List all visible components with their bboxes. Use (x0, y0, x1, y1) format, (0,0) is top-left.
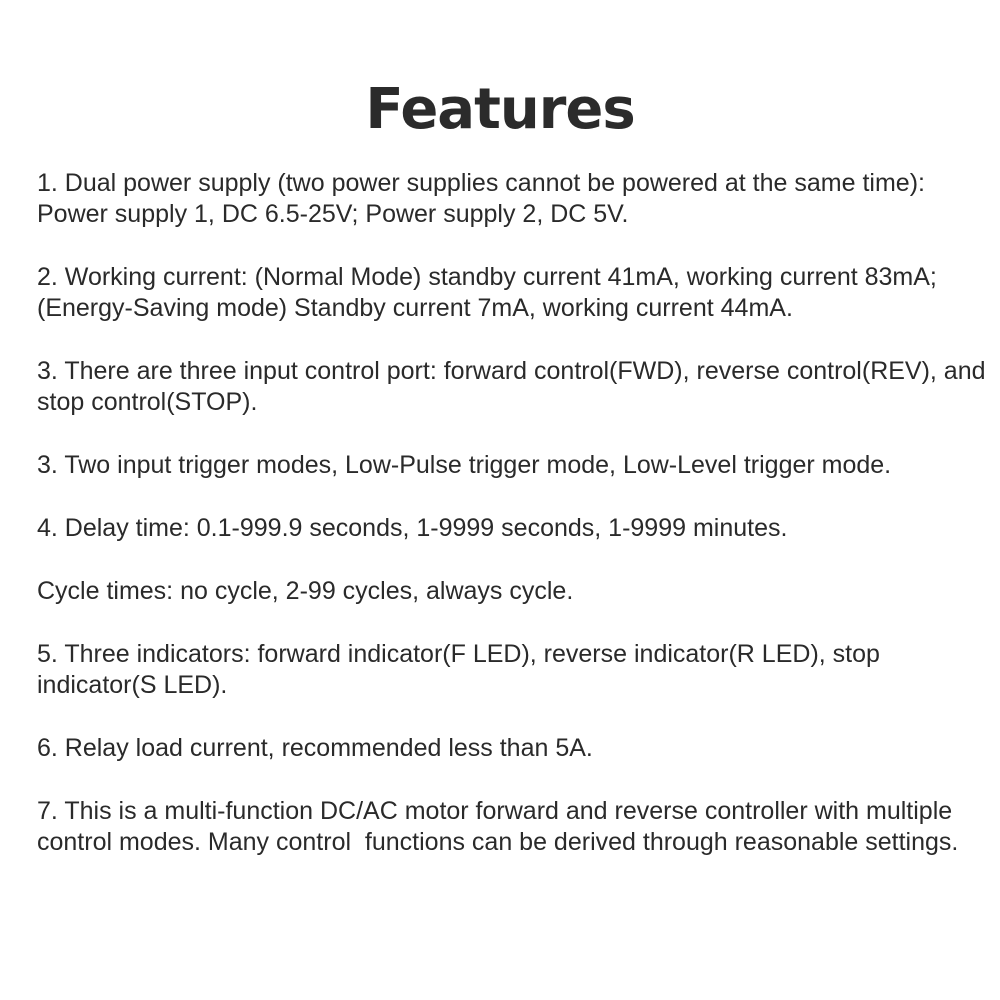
feature-item-relay-load: 6. Relay load current, recommended less than 5A. (37, 734, 593, 762)
feature-list (37, 168, 993, 890)
feature-item-trigger-modes: 3. Two input trigger modes, Low-Pulse trigger mode, Low-Level trigger mode. (37, 451, 892, 479)
page-title: Features (365, 77, 635, 142)
feature-item-indicators: 5. Three indicators: forward indicator(F LED), reverse indicator(R LED), stop indicator(S LED). (37, 640, 887, 699)
feature-item-working-current: 2. Working current: (Normal Mode) standby current 41mA, working current 83mA; (Energy-Saving mode) Standby current 7mA, working current 44mA. (37, 263, 951, 322)
feature-item-controller-description: 7. This is a multi-function DC/AC motor forward and reverse controller with multiple control modes. Many control functions can be derived through reasonable settings. (37, 797, 960, 856)
feature-item-delay-time: 4. Delay time: 0.1-999.9 seconds, 1-9999 seconds, 1-9999 minutes. (37, 514, 788, 542)
feature-item-power-supply: 1. Dual power supply (two power supplies cannot be powered at the same time): Power supply 1, DC 6.5-25V; Power supply 2, DC 5V. (37, 169, 932, 228)
feature-item-cycle-times: Cycle times: no cycle, 2-99 cycles, always cycle. (37, 577, 574, 605)
feature-item-input-ports: 3. There are three input control port: forward control(FWD), reverse control(REV), and stop control(STOP). (37, 357, 993, 416)
